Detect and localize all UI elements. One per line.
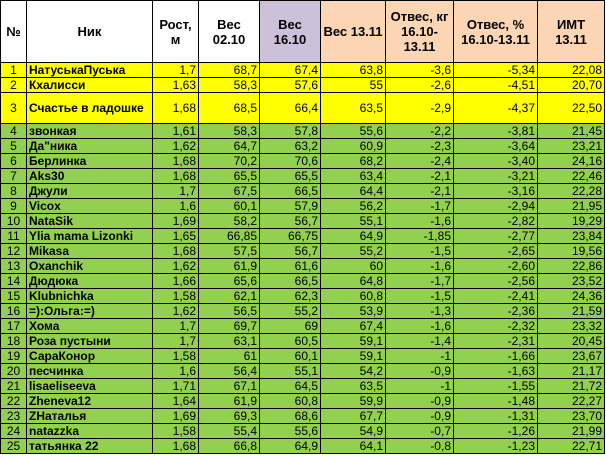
cell-bmi: 22,86: [538, 259, 605, 274]
cell-loss_kg: -2,4: [386, 154, 454, 169]
cell-loss_kg: -1,5: [386, 244, 454, 259]
cell-num: 21: [1, 379, 27, 394]
cell-height: 1,61: [153, 124, 199, 139]
cell-num: 16: [1, 304, 27, 319]
cell-bmi: 22,28: [538, 184, 605, 199]
cell-w1610: 57,6: [260, 78, 321, 93]
header-loss_pct: Отвес, % 16.10-13.11: [454, 1, 538, 63]
cell-loss_pct: -4,51: [454, 78, 538, 93]
cell-w1610: 55,2: [260, 304, 321, 319]
cell-w1311: 67,4: [321, 319, 386, 334]
cell-num: 23: [1, 409, 27, 424]
cell-w0210: 67,5: [199, 184, 260, 199]
cell-loss_pct: -3,21: [454, 169, 538, 184]
cell-loss_kg: -2,1: [386, 184, 454, 199]
cell-w0210: 64,7: [199, 139, 260, 154]
cell-nick: Mikasa: [27, 244, 153, 259]
cell-bmi: 23,52: [538, 274, 605, 289]
cell-num: 7: [1, 169, 27, 184]
cell-bmi: 22,08: [538, 63, 605, 78]
cell-num: 14: [1, 274, 27, 289]
cell-w1311: 55,6: [321, 124, 386, 139]
table-row: [1, 379, 605, 394]
header-nick: Ник: [27, 1, 153, 63]
cell-loss_kg: -1,7: [386, 274, 454, 289]
cell-nick: lisaeliseeva: [27, 379, 153, 394]
cell-loss_kg: -1,7: [386, 199, 454, 214]
cell-w1311: 54,9: [321, 424, 386, 439]
cell-bmi: 24,16: [538, 154, 605, 169]
cell-nick: СараКонор: [27, 349, 153, 364]
cell-w1311: 63,5: [321, 93, 386, 124]
cell-height: 1,7: [153, 334, 199, 349]
cell-height: 1,66: [153, 274, 199, 289]
table-row: [1, 63, 605, 78]
cell-num: 9: [1, 199, 27, 214]
cell-w1610: 69: [260, 319, 321, 334]
cell-num: 12: [1, 244, 27, 259]
cell-w1610: 63,2: [260, 139, 321, 154]
table-row: [1, 274, 605, 289]
cell-w1311: 63,5: [321, 379, 386, 394]
cell-w1311: 59,9: [321, 394, 386, 409]
cell-w1610: 70,6: [260, 154, 321, 169]
cell-w1610: 66,5: [260, 274, 321, 289]
cell-loss_pct: -2,77: [454, 229, 538, 244]
cell-loss_pct: -2,94: [454, 199, 538, 214]
header-loss_kg: Отвес, кг 16.10-13.11: [386, 1, 454, 63]
cell-w0210: 67,1: [199, 379, 260, 394]
cell-bmi: 23,84: [538, 229, 605, 244]
cell-loss_kg: -2,9: [386, 93, 454, 124]
cell-nick: Oxanchik: [27, 259, 153, 274]
cell-height: 1,58: [153, 349, 199, 364]
cell-bmi: 19,56: [538, 244, 605, 259]
cell-loss_pct: -1,31: [454, 409, 538, 424]
cell-nick: Ylia mama Lizonki: [27, 229, 153, 244]
cell-w0210: 61: [199, 349, 260, 364]
cell-w1311: 64,1: [321, 439, 386, 454]
cell-w0210: 66,8: [199, 439, 260, 454]
cell-w1311: 64,8: [321, 274, 386, 289]
cell-w1610: 66,4: [260, 93, 321, 124]
cell-loss_pct: -1,48: [454, 394, 538, 409]
cell-w1311: 60,9: [321, 139, 386, 154]
cell-nick: Vicox: [27, 199, 153, 214]
cell-loss_kg: -1: [386, 379, 454, 394]
header-row: [1, 1, 605, 63]
table-row: [1, 319, 605, 334]
cell-w1610: 66,5: [260, 184, 321, 199]
cell-height: 1,58: [153, 424, 199, 439]
cell-loss_kg: -0,8: [386, 439, 454, 454]
cell-nick: natazzka: [27, 424, 153, 439]
cell-num: 19: [1, 349, 27, 364]
cell-height: 1,69: [153, 409, 199, 424]
cell-num: 25: [1, 439, 27, 454]
cell-nick: Klubnichka: [27, 289, 153, 304]
cell-loss_kg: -1,4: [386, 334, 454, 349]
cell-w0210: 61,9: [199, 259, 260, 274]
cell-w0210: 66,85: [199, 229, 260, 244]
cell-num: 6: [1, 154, 27, 169]
header-w0210: Вес 02.10: [199, 1, 260, 63]
table-row: [1, 229, 605, 244]
cell-loss_pct: -2,65: [454, 244, 538, 259]
cell-w0210: 68,7: [199, 63, 260, 78]
cell-loss_pct: -2,36: [454, 304, 538, 319]
table-row: [1, 424, 605, 439]
cell-w0210: 65,6: [199, 274, 260, 289]
table-row: [1, 124, 605, 139]
cell-height: 1,6: [153, 364, 199, 379]
cell-w1311: 59,1: [321, 349, 386, 364]
cell-nick: татьянка 22: [27, 439, 153, 454]
table-row: [1, 394, 605, 409]
cell-w1610: 60,1: [260, 349, 321, 364]
table-row: [1, 93, 605, 124]
cell-w0210: 61,9: [199, 394, 260, 409]
cell-num: 2: [1, 78, 27, 93]
table-row: [1, 169, 605, 184]
header-height: Рост, м: [153, 1, 199, 63]
cell-loss_kg: -1,6: [386, 259, 454, 274]
cell-nick: Хома: [27, 319, 153, 334]
cell-loss_kg: -0,9: [386, 394, 454, 409]
cell-w0210: 58,3: [199, 78, 260, 93]
cell-w1311: 53,9: [321, 304, 386, 319]
cell-loss_pct: -3,81: [454, 124, 538, 139]
cell-height: 1,69: [153, 214, 199, 229]
cell-loss_kg: -2,1: [386, 169, 454, 184]
cell-loss_pct: -4,37: [454, 93, 538, 124]
cell-w1311: 59,1: [321, 334, 386, 349]
cell-loss_pct: -5,34: [454, 63, 538, 78]
cell-nick: НатуськаПуська: [27, 63, 153, 78]
cell-w1311: 68,2: [321, 154, 386, 169]
cell-height: 1,71: [153, 379, 199, 394]
cell-w1610: 57,8: [260, 124, 321, 139]
cell-bmi: 22,46: [538, 169, 605, 184]
table-row: [1, 364, 605, 379]
cell-w0210: 70,2: [199, 154, 260, 169]
cell-nick: Роза пустыни: [27, 334, 153, 349]
cell-w1610: 55,6: [260, 424, 321, 439]
cell-height: 1,6: [153, 199, 199, 214]
cell-nick: Zheneva12: [27, 394, 153, 409]
cell-loss_kg: -2,6: [386, 78, 454, 93]
cell-nick: Да"ника: [27, 139, 153, 154]
cell-loss_kg: -1,6: [386, 214, 454, 229]
cell-w1311: 55,1: [321, 214, 386, 229]
cell-nick: песчинка: [27, 364, 153, 379]
table-row: [1, 139, 605, 154]
cell-height: 1,62: [153, 139, 199, 154]
cell-loss_pct: -1,26: [454, 424, 538, 439]
table-row: [1, 244, 605, 259]
cell-loss_pct: -1,23: [454, 439, 538, 454]
cell-num: 18: [1, 334, 27, 349]
cell-height: 1,68: [153, 244, 199, 259]
cell-height: 1,68: [153, 154, 199, 169]
cell-height: 1,7: [153, 319, 199, 334]
cell-loss_kg: -0,9: [386, 409, 454, 424]
cell-loss_kg: -1,85: [386, 229, 454, 244]
table-row: [1, 334, 605, 349]
cell-w1610: 56,7: [260, 214, 321, 229]
cell-height: 1,7: [153, 63, 199, 78]
cell-loss_kg: -0,9: [386, 364, 454, 379]
cell-num: 3: [1, 93, 27, 124]
cell-bmi: 21,99: [538, 424, 605, 439]
cell-nick: Дюдюка: [27, 274, 153, 289]
cell-nick: звонкая: [27, 124, 153, 139]
cell-height: 1,64: [153, 394, 199, 409]
cell-height: 1,68: [153, 439, 199, 454]
table-row: [1, 304, 605, 319]
cell-bmi: 22,50: [538, 93, 605, 124]
cell-bmi: 22,71: [538, 439, 605, 454]
cell-w1311: 64,9: [321, 229, 386, 244]
cell-num: 10: [1, 214, 27, 229]
cell-w1311: 60,8: [321, 289, 386, 304]
table-body: [1, 63, 605, 454]
cell-loss_pct: -1,66: [454, 349, 538, 364]
cell-loss_pct: -1,63: [454, 364, 538, 379]
cell-height: 1,65: [153, 229, 199, 244]
cell-w1610: 62,3: [260, 289, 321, 304]
cell-num: 11: [1, 229, 27, 244]
cell-w1610: 60,8: [260, 394, 321, 409]
cell-w1311: 60: [321, 259, 386, 274]
table-row: [1, 154, 605, 169]
cell-height: 1,63: [153, 78, 199, 93]
cell-bmi: 21,17: [538, 364, 605, 379]
cell-w1311: 67,7: [321, 409, 386, 424]
cell-w0210: 62,1: [199, 289, 260, 304]
cell-bmi: 21,72: [538, 379, 605, 394]
cell-bmi: 23,70: [538, 409, 605, 424]
cell-nick: Джули: [27, 184, 153, 199]
cell-nick: NataSik: [27, 214, 153, 229]
cell-w1610: 60,5: [260, 334, 321, 349]
cell-w0210: 69,7: [199, 319, 260, 334]
header-bmi: ИМТ 13.11: [538, 1, 605, 63]
header-w1311: Вес 13.11: [321, 1, 386, 63]
cell-loss_pct: -2,41: [454, 289, 538, 304]
cell-bmi: 20,45: [538, 334, 605, 349]
cell-bmi: 21,59: [538, 304, 605, 319]
cell-nick: =):Ольга:=): [27, 304, 153, 319]
cell-nick: Aks30: [27, 169, 153, 184]
cell-nick: Берлинка: [27, 154, 153, 169]
cell-loss_pct: -3,64: [454, 139, 538, 154]
cell-loss_kg: -1,3: [386, 304, 454, 319]
cell-num: 24: [1, 424, 27, 439]
cell-loss_kg: -3,6: [386, 63, 454, 78]
cell-height: 1,58: [153, 289, 199, 304]
cell-bmi: 24,36: [538, 289, 605, 304]
cell-bmi: 23,32: [538, 319, 605, 334]
table-row: [1, 199, 605, 214]
cell-loss_kg: -2,2: [386, 124, 454, 139]
cell-w1610: 64,9: [260, 439, 321, 454]
cell-loss_pct: -2,60: [454, 259, 538, 274]
cell-w1311: 54,2: [321, 364, 386, 379]
cell-w0210: 56,4: [199, 364, 260, 379]
cell-loss_pct: -3,16: [454, 184, 538, 199]
cell-w1311: 64,4: [321, 184, 386, 199]
header-w1610: Вес 16.10: [260, 1, 321, 63]
cell-nick: Счастье в ладошке: [27, 93, 153, 124]
cell-w0210: 65,5: [199, 169, 260, 184]
cell-w0210: 60,1: [199, 199, 260, 214]
cell-w1610: 61,6: [260, 259, 321, 274]
cell-height: 1,7: [153, 184, 199, 199]
table-row: [1, 78, 605, 93]
cell-loss_kg: -2,3: [386, 139, 454, 154]
cell-w1610: 67,4: [260, 63, 321, 78]
cell-w1610: 66,75: [260, 229, 321, 244]
cell-w1610: 55,1: [260, 364, 321, 379]
cell-w0210: 58,2: [199, 214, 260, 229]
cell-num: 1: [1, 63, 27, 78]
cell-bmi: 19,29: [538, 214, 605, 229]
cell-w0210: 63,1: [199, 334, 260, 349]
table-row: [1, 289, 605, 304]
cell-loss_pct: -2,32: [454, 319, 538, 334]
cell-bmi: 20,70: [538, 78, 605, 93]
cell-num: 20: [1, 364, 27, 379]
cell-loss_kg: -1: [386, 349, 454, 364]
cell-num: 8: [1, 184, 27, 199]
cell-w1610: 57,9: [260, 199, 321, 214]
cell-w1610: 64,5: [260, 379, 321, 394]
cell-bmi: 23,67: [538, 349, 605, 364]
cell-height: 1,62: [153, 259, 199, 274]
cell-num: 4: [1, 124, 27, 139]
cell-nick: ZHаталья: [27, 409, 153, 424]
cell-loss_pct: -1,55: [454, 379, 538, 394]
table-row: [1, 214, 605, 229]
cell-num: 5: [1, 139, 27, 154]
cell-w0210: 58,3: [199, 124, 260, 139]
cell-loss_kg: -1,5: [386, 289, 454, 304]
cell-w1311: 55: [321, 78, 386, 93]
table-row: [1, 409, 605, 424]
cell-bmi: 21,45: [538, 124, 605, 139]
cell-loss_pct: -3,40: [454, 154, 538, 169]
cell-w1610: 68,6: [260, 409, 321, 424]
table-row: [1, 439, 605, 454]
cell-bmi: 21,95: [538, 199, 605, 214]
cell-bmi: 22,27: [538, 394, 605, 409]
header-num: №: [1, 1, 27, 63]
table-row: [1, 259, 605, 274]
cell-num: 17: [1, 319, 27, 334]
cell-num: 13: [1, 259, 27, 274]
cell-loss_kg: -0,7: [386, 424, 454, 439]
cell-nick: Кхалисси: [27, 78, 153, 93]
cell-loss_pct: -2,31: [454, 334, 538, 349]
cell-w1311: 56,2: [321, 199, 386, 214]
cell-height: 1,68: [153, 93, 199, 124]
cell-w0210: 68,5: [199, 93, 260, 124]
cell-loss_kg: -1,6: [386, 319, 454, 334]
cell-w1610: 65,5: [260, 169, 321, 184]
cell-w0210: 55,4: [199, 424, 260, 439]
cell-w1311: 63,8: [321, 63, 386, 78]
cell-bmi: 23,21: [538, 139, 605, 154]
cell-loss_pct: -2,56: [454, 274, 538, 289]
cell-w0210: 56,5: [199, 304, 260, 319]
table-row: [1, 349, 605, 364]
cell-w1610: 56,7: [260, 244, 321, 259]
cell-height: 1,62: [153, 304, 199, 319]
cell-w0210: 69,3: [199, 409, 260, 424]
table-row: [1, 184, 605, 199]
cell-num: 22: [1, 394, 27, 409]
cell-loss_pct: -2,82: [454, 214, 538, 229]
cell-w1311: 55,2: [321, 244, 386, 259]
cell-num: 15: [1, 289, 27, 304]
cell-w0210: 57,5: [199, 244, 260, 259]
cell-w1311: 63,4: [321, 169, 386, 184]
cell-height: 1,68: [153, 169, 199, 184]
